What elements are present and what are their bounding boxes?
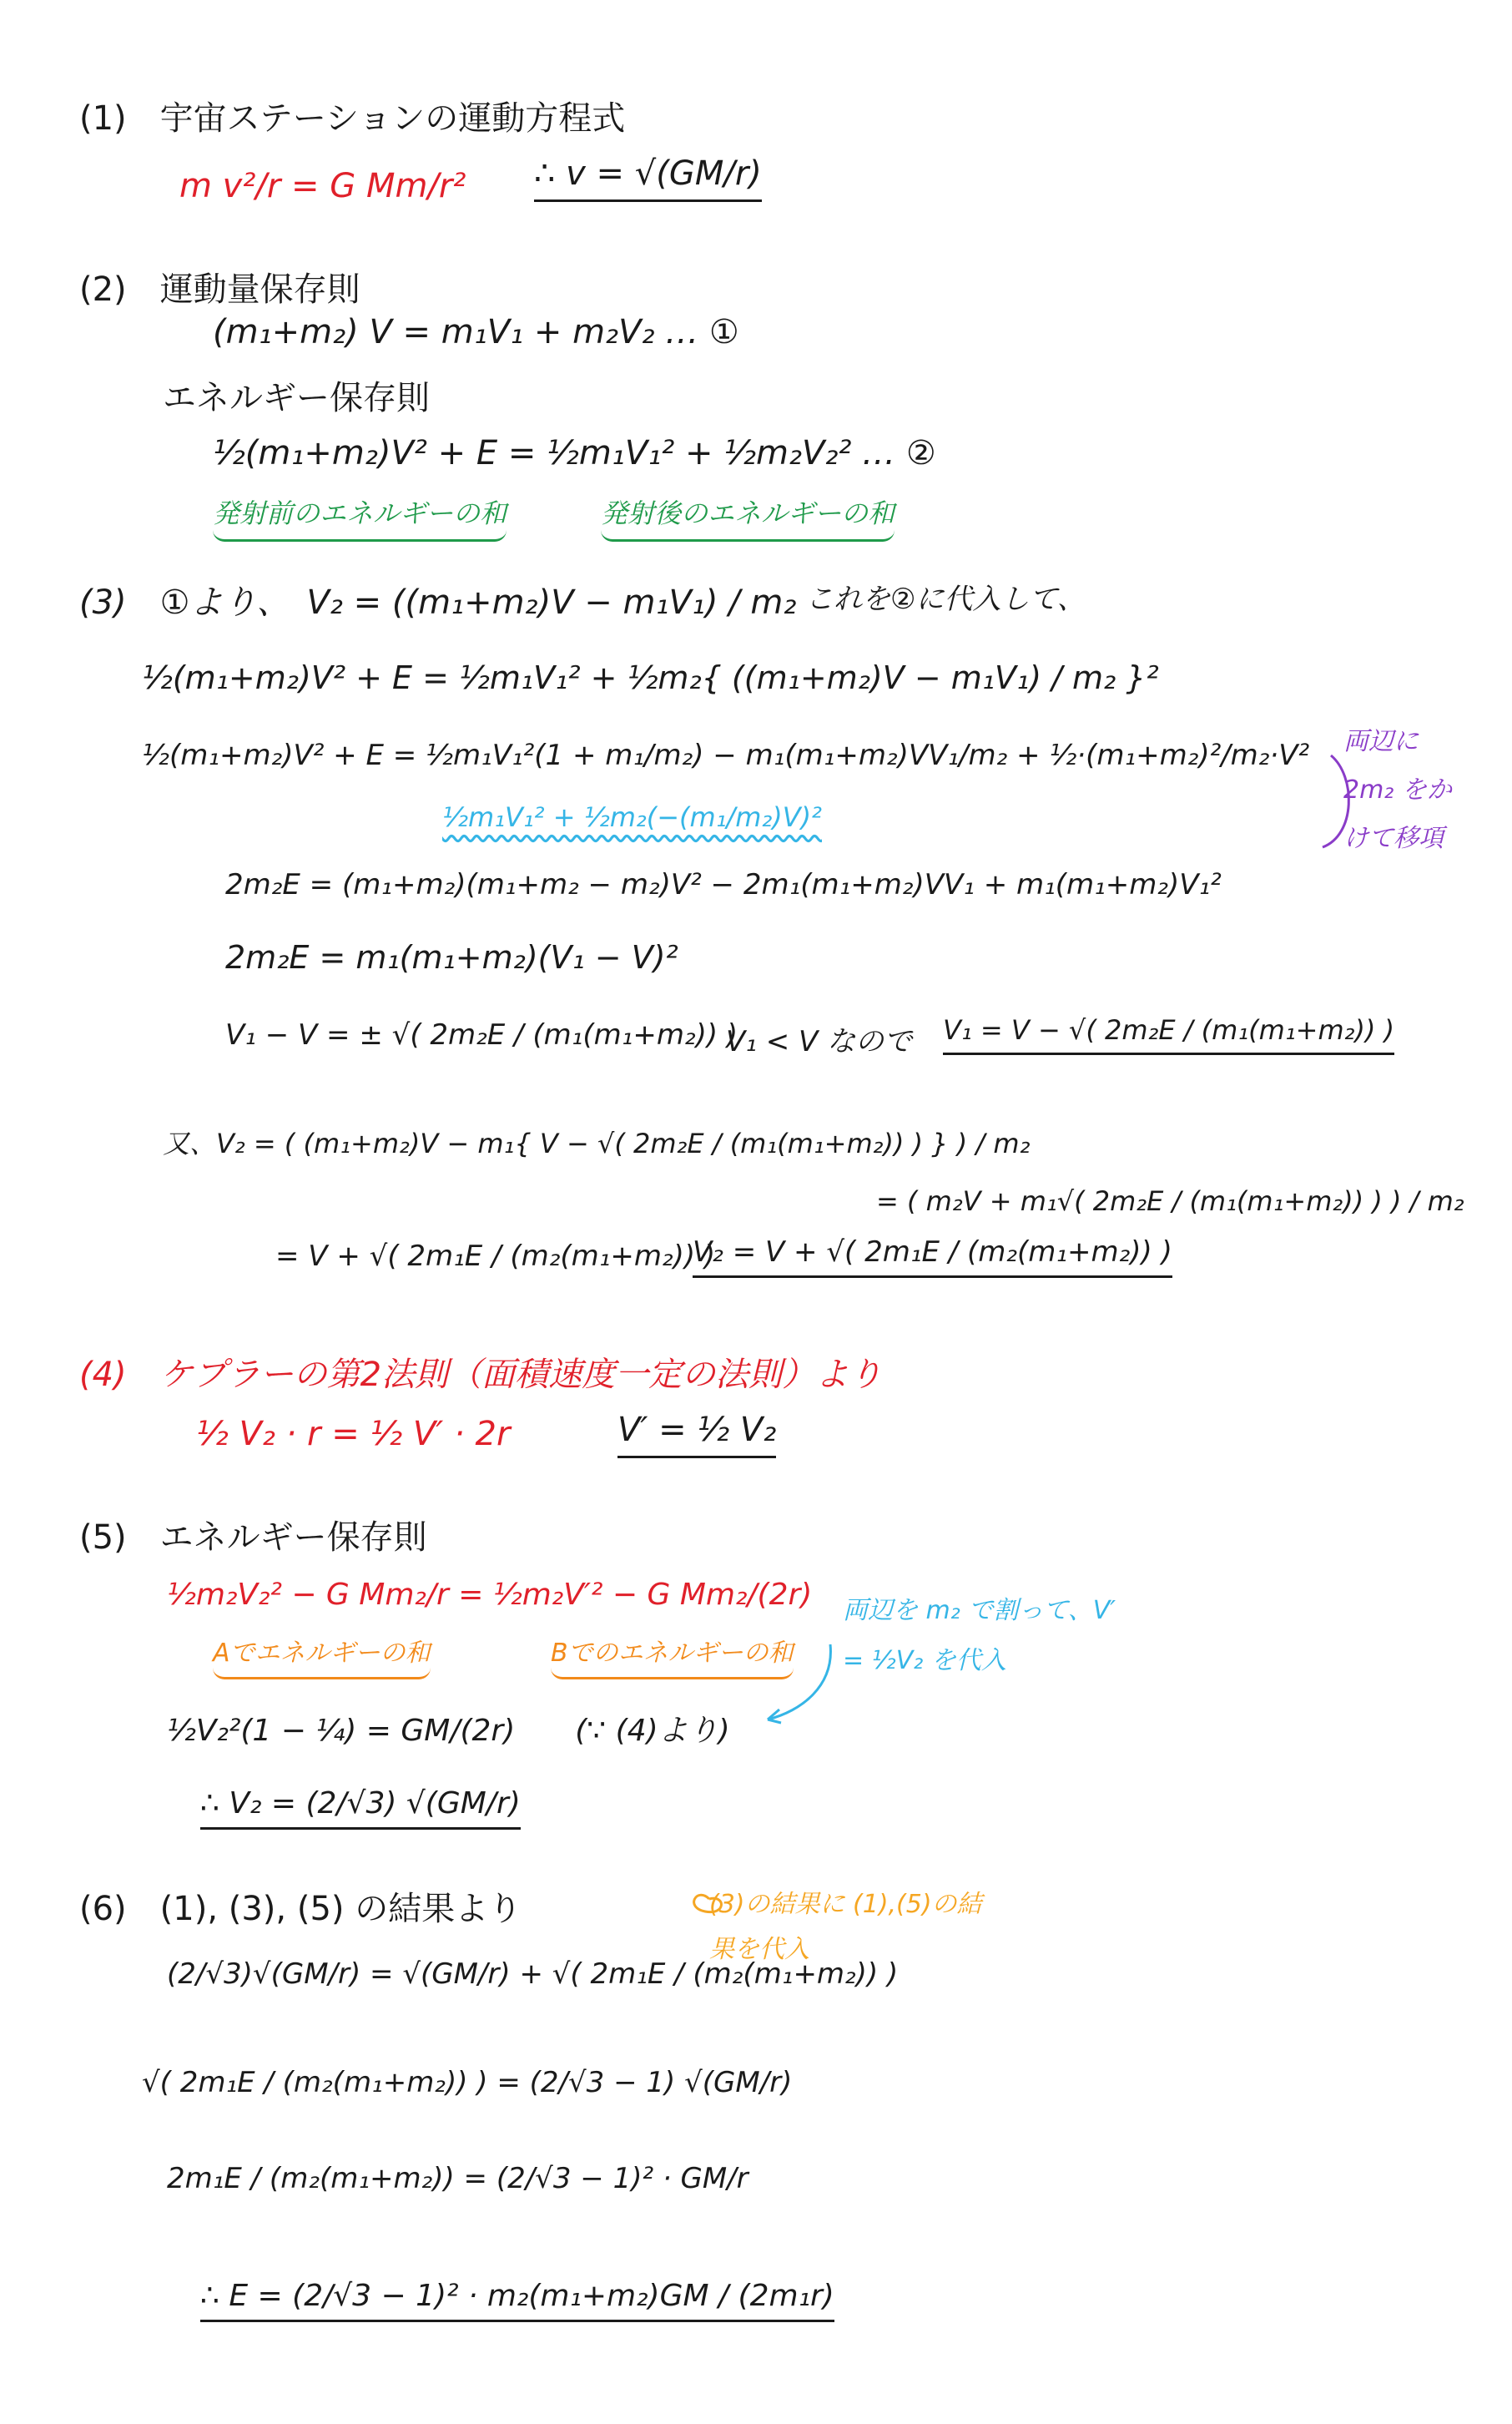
section2-energy: ½(m₁+m₂)V² + E = ½m₁V₁² + ½m₂V₂² … ②	[213, 434, 936, 472]
section6-header: (6) (1), (3), (5) の結果より	[79, 1890, 522, 1928]
section3-cyan-note: ½m₁V₁² + ½m₂(−(m₁/m₂)V)²	[442, 801, 822, 833]
section3-result-v2: V₂ = V + √( 2m₁E / (m₂(m₁+m₂)) )	[693, 1235, 1172, 1278]
section3-result-v1: V₁ = V − √( 2m₂E / (m₁(m₁+m₂)) )	[943, 1014, 1394, 1055]
section5-header: (5) エネルギー保存則	[79, 1518, 427, 1557]
section1-header: (1) 宇宙ステーションの運動方程式	[79, 99, 626, 138]
section3-cond: V₁ < V なので	[726, 1025, 913, 1058]
section3-header: (3) ①より、 V₂ = ((m₁+m₂)V − m₁V₁) / m₂	[79, 583, 797, 622]
section6-line2: √( 2m₁E / (m₂(m₁+m₂)) ) = (2/√3 − 1) √(GM/r)	[142, 2066, 793, 2099]
section2-note-before: 発射前のエネルギーの和	[213, 492, 507, 542]
cyan-arrow-icon	[768, 1644, 830, 1720]
section3-substitute-note: これを②に代入して、	[805, 583, 1086, 616]
section6-line3: 2m₁E / (m₂(m₁+m₂)) = (2/√3 − 1)² · GM/r	[167, 2162, 748, 2195]
section3-purple-note: 両辺に 2m₂ をかけて移項	[1343, 727, 1452, 853]
section3-line6b: = ( m₂V + m₁√( 2m₂E / (m₁(m₁+m₂)) ) ) / m₂	[876, 1185, 1464, 1217]
section6-result: ∴ E = (2/√3 − 1)² · m₂(m₁+m₂)GM / (2m₁r)	[200, 2279, 834, 2322]
section4-equation: ½ V₂ · r = ½ V′ · 2r	[196, 1415, 511, 1453]
purple-bracket-icon	[1323, 755, 1348, 847]
section3-line7: = V + √( 2m₁E / (m₂(m₁+m₂)) )	[275, 1240, 716, 1273]
section3-line3: 2m₂E = (m₁+m₂)(m₁+m₂ − m₂)V² − 2m₁(m₁+m₂)VV₁ + m₁(m₁+m₂)V₁²	[225, 868, 1222, 901]
section3-line1: ½(m₁+m₂)V² + E = ½m₁V₁² + ½m₂{ ((m₁+m₂)V − m₁V₁) / m₂ }²	[142, 659, 1159, 696]
section2-momentum: (m₁+m₂) V = m₁V₁ + m₂V₂ … ①	[213, 313, 739, 351]
amber-loop-icon	[694, 1895, 722, 1911]
section3-line5: V₁ − V = ± √( 2m₂E / (m₁(m₁+m₂)) )	[225, 1018, 738, 1052]
section5-note-b: Bでのエネルギーの和	[551, 1632, 794, 1679]
section3-line6: 又、V₂ = ( (m₁+m₂)V − m₁{ V − √( 2m₂E / (m₁(m₁+m₂)) ) } ) / m₂	[163, 1128, 1031, 1159]
section2-note-after: 発射後のエネルギーの和	[601, 492, 895, 542]
section1-equation: m v²/r = G Mm/r²	[179, 167, 466, 205]
section5-result: ∴ V₂ = (2/√3) √(GM/r)	[200, 1786, 521, 1830]
section2-header: (2) 運動量保存則	[79, 270, 360, 309]
section4-header: (4) ケプラーの第2法則（面積速度一定の法則）より	[79, 1356, 883, 1394]
section5-equation: ½m₂V₂² − G Mm₂/r = ½m₂V′² − G Mm₂/(2r)	[167, 1578, 813, 1612]
section1-result: ∴ v = √(GM/r)	[534, 154, 762, 202]
section5-line2: ½V₂²(1 − ¼) = GM/(2r) (∵ (4)より)	[167, 1714, 730, 1748]
section6-line1: (2/√3)√(GM/r) = √(GM/r) + √( 2m₁E / (m₂(m₁+m₂)) )	[167, 1957, 899, 1991]
section5-note-a: Aでエネルギーの和	[213, 1632, 431, 1679]
section3-line2: ½(m₁+m₂)V² + E = ½m₁V₁²(1 + m₁/m₂) − m₁(m₁+m₂)VV₁/m₂ + ½·(m₁+m₂)²/m₂·V²	[142, 739, 1310, 772]
section3-line4: 2m₂E = m₁(m₁+m₂)(V₁ − V)²	[225, 939, 678, 976]
section4-result: V′ = ½ V₂	[617, 1411, 776, 1458]
section2-energy-header: エネルギー保存則	[163, 379, 430, 417]
section6-note-right: (3)の結果に (1),(5)の結果を代入	[709, 1890, 982, 1964]
section5-note-right: 両辺を m₂ で割って、V′ = ½V₂ を代入	[843, 1596, 1116, 1675]
